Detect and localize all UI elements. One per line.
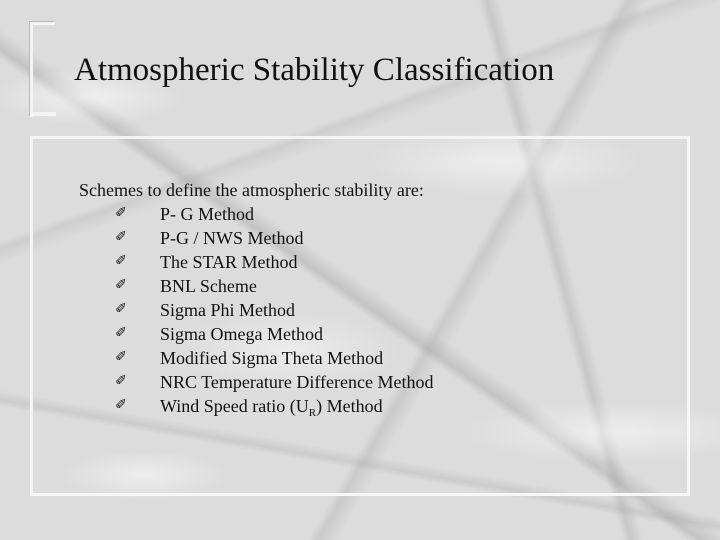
list-item-label: P-G / NWS Method [160, 228, 304, 248]
list-item [79, 346, 424, 370]
list-item [79, 298, 424, 322]
list-item [79, 394, 424, 418]
list-item-label [160, 394, 383, 418]
list-item-label: NRC Temperature Difference Method [160, 372, 434, 392]
list-item [79, 274, 424, 298]
subscript-r: R [308, 407, 317, 419]
list-item-label: P- G Method [160, 204, 254, 224]
scribble-bullet-icon: ✐ [115, 302, 127, 317]
scribble-bullet-icon: ✐ [115, 254, 127, 269]
list-item [79, 226, 424, 250]
slide-content [79, 178, 434, 419]
list-item [79, 370, 434, 394]
scribble-bullet-icon: ✐ [115, 206, 127, 221]
scribble-bullet-icon: ✐ [115, 278, 127, 293]
list-item-label-main: Wind Speed ratio (U [160, 396, 309, 416]
scribble-bullet-icon: ✐ [115, 374, 127, 389]
list-item [79, 250, 424, 274]
slide-title: Atmospheric Stability Classification [74, 52, 555, 88]
title-frame-underline [32, 112, 56, 116]
list-item-label-suffix: ) Method [316, 396, 383, 416]
title-frame-decoration [30, 22, 55, 117]
scribble-bullet-icon: ✐ [115, 350, 127, 365]
list-item-label: Modified Sigma Theta Method [160, 348, 384, 368]
list-item [79, 322, 424, 346]
scribble-bullet-icon: ✐ [115, 398, 127, 413]
scheme-list [79, 202, 434, 419]
list-item-label: Sigma Phi Method [160, 300, 296, 320]
scribble-bullet-icon: ✐ [115, 326, 127, 341]
intro-text: Schemes to define the atmospheric stability are: [79, 180, 424, 200]
list-item-label: BNL Scheme [160, 276, 257, 296]
list-item-label: Sigma Omega Method [160, 324, 323, 344]
scribble-bullet-icon: ✐ [115, 230, 127, 245]
list-item-label: The STAR Method [160, 252, 298, 272]
list-item [79, 202, 424, 226]
